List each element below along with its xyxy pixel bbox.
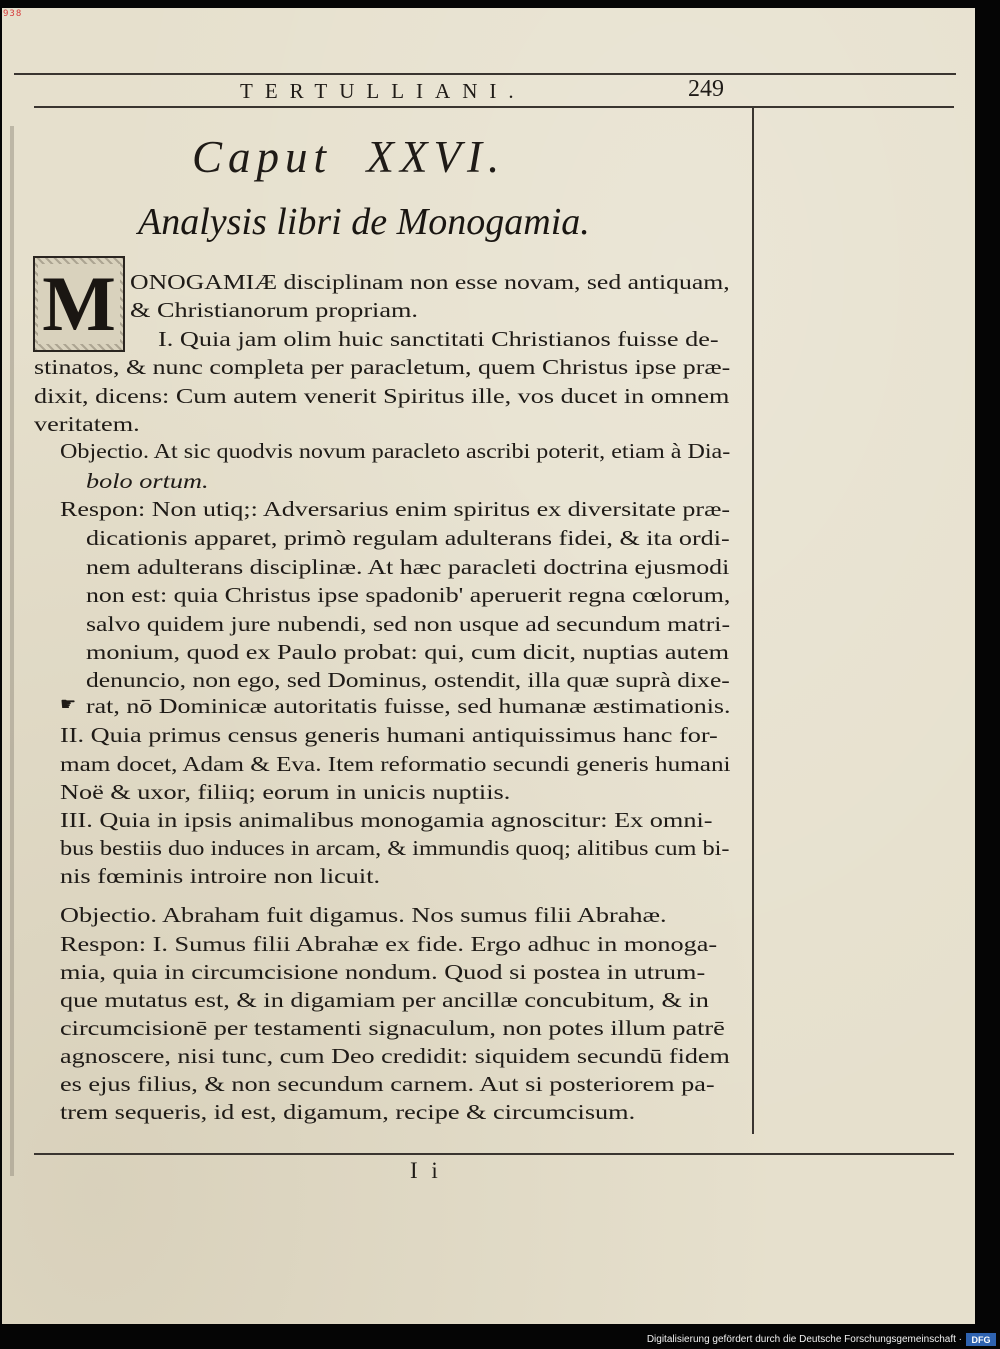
body-line: circumcisionē per testamenti signaculum, non potes illum patrē: [60, 1016, 725, 1040]
body-line: nem adulterans disciplinæ. At hæc paracleti doctrina ejusmodi: [86, 555, 730, 579]
chapter-word: Caput: [192, 132, 333, 182]
running-title: TERTULLIANI.: [240, 79, 526, 103]
body-line: II. Quia primus census generis humani antiquissimus hanc for-: [60, 723, 718, 747]
digitization-credit: Digitalisierung gefördert durch die Deutsche Forschungsgemeinschaft ·: [646, 1334, 962, 1345]
margin-pointer-icon: ☛: [60, 694, 77, 715]
scan-id: 938: [3, 9, 23, 19]
body-line: nis fœminis introire non licuit.: [60, 864, 381, 888]
decorated-initial-letter: M: [38, 264, 120, 344]
body-line: & Christianorum propriam.: [130, 298, 418, 322]
signature-mark: I i: [410, 1158, 442, 1183]
body-line: veritatem.: [34, 412, 140, 436]
body-line: III. Quia in ipsis animalibus monogamia agnoscitur: Ex omni-: [60, 808, 713, 832]
body-line: salvo quidem jure nubendi, sed non usque ad secundum matri-: [86, 612, 731, 636]
body-line: dicationis apparet, primò regulam adulterans fidei, & ita ordi-: [86, 526, 730, 550]
body-line: I. Quia jam olim huic sanctitati Christianos fuisse de-: [158, 327, 719, 351]
page-fold-shadow: [10, 126, 14, 1176]
body-line: trem sequeris, id est, digamum, recipe & circumcisum.: [60, 1100, 636, 1124]
body-line: bus bestiis duo induces in arcam, & immundis quoq; alitibus cum bi-: [60, 836, 730, 860]
objection-line: bolo ortum.: [86, 469, 209, 493]
body-line: monium, quod ex Paulo probat: qui, cum dicit, nuptias autem: [86, 640, 730, 664]
body-line: que mutatus est, & in digamiam per ancillæ concubitum, & in: [60, 988, 709, 1012]
body-line: mam docet, Adam & Eva. Item reformatio secundi generis humani: [60, 752, 731, 776]
body-line: non est: quia Christus ipse spadonib' aperuerit regna cœlorum,: [86, 583, 731, 607]
dfg-logo: DFG: [966, 1333, 996, 1346]
footer-rule: [34, 1153, 954, 1155]
body-line: denuncio, non ego, sed Dominus, ostendit, illa quæ suprà dixe-: [86, 668, 730, 692]
page-number: 249: [688, 76, 724, 102]
body-line: stinatos, & nunc completa per paracletum, quem Christus ipse præ-: [34, 355, 731, 379]
objection-line: Objectio. At sic quodvis novum paracleto ascribi poterit, etiam à Dia-: [60, 439, 731, 463]
chapter-numeral: XXVI.: [366, 132, 506, 182]
response-line: Respon: Non utiq;: Adversarius enim spiritus ex diversitate præ-: [60, 497, 731, 521]
body-line: es ejus filius, & non secundum carnem. Aut si posteriorem pa-: [60, 1072, 715, 1096]
body-line: dixit, dicens: Cum autem venerit Spiritus ille, vos ducet in omnem: [34, 384, 730, 408]
decorated-initial: [33, 256, 125, 352]
objection-line: Objectio. Abraham fuit digamus. Nos sumus filii Abrahæ.: [60, 903, 667, 927]
body-line: ONOGAMIÆ disciplinam non esse novam, sed antiquam,: [130, 270, 730, 294]
header-rule-top: [14, 73, 956, 75]
body-line: Noë & uxor, filiiq; eorum in unicis nuptiis.: [60, 780, 511, 804]
body-line: mia, quia in circumcisione nondum. Quod si postea in utrum-: [60, 960, 706, 984]
chapter-heading: [192, 131, 505, 183]
chapter-subtitle: Analysis libri de Monogamia.: [138, 201, 590, 243]
body-line: agnoscere, nisi tunc, cum Deo credidit: siquidem secundū fidem: [60, 1044, 730, 1068]
body-line: rat, nō Dominicæ autoritatis fuisse, sed humanæ æstimationis.: [86, 694, 731, 718]
response-line: Respon: I. Sumus filii Abrahæ ex fide. Ergo adhuc in monoga-: [60, 932, 718, 956]
